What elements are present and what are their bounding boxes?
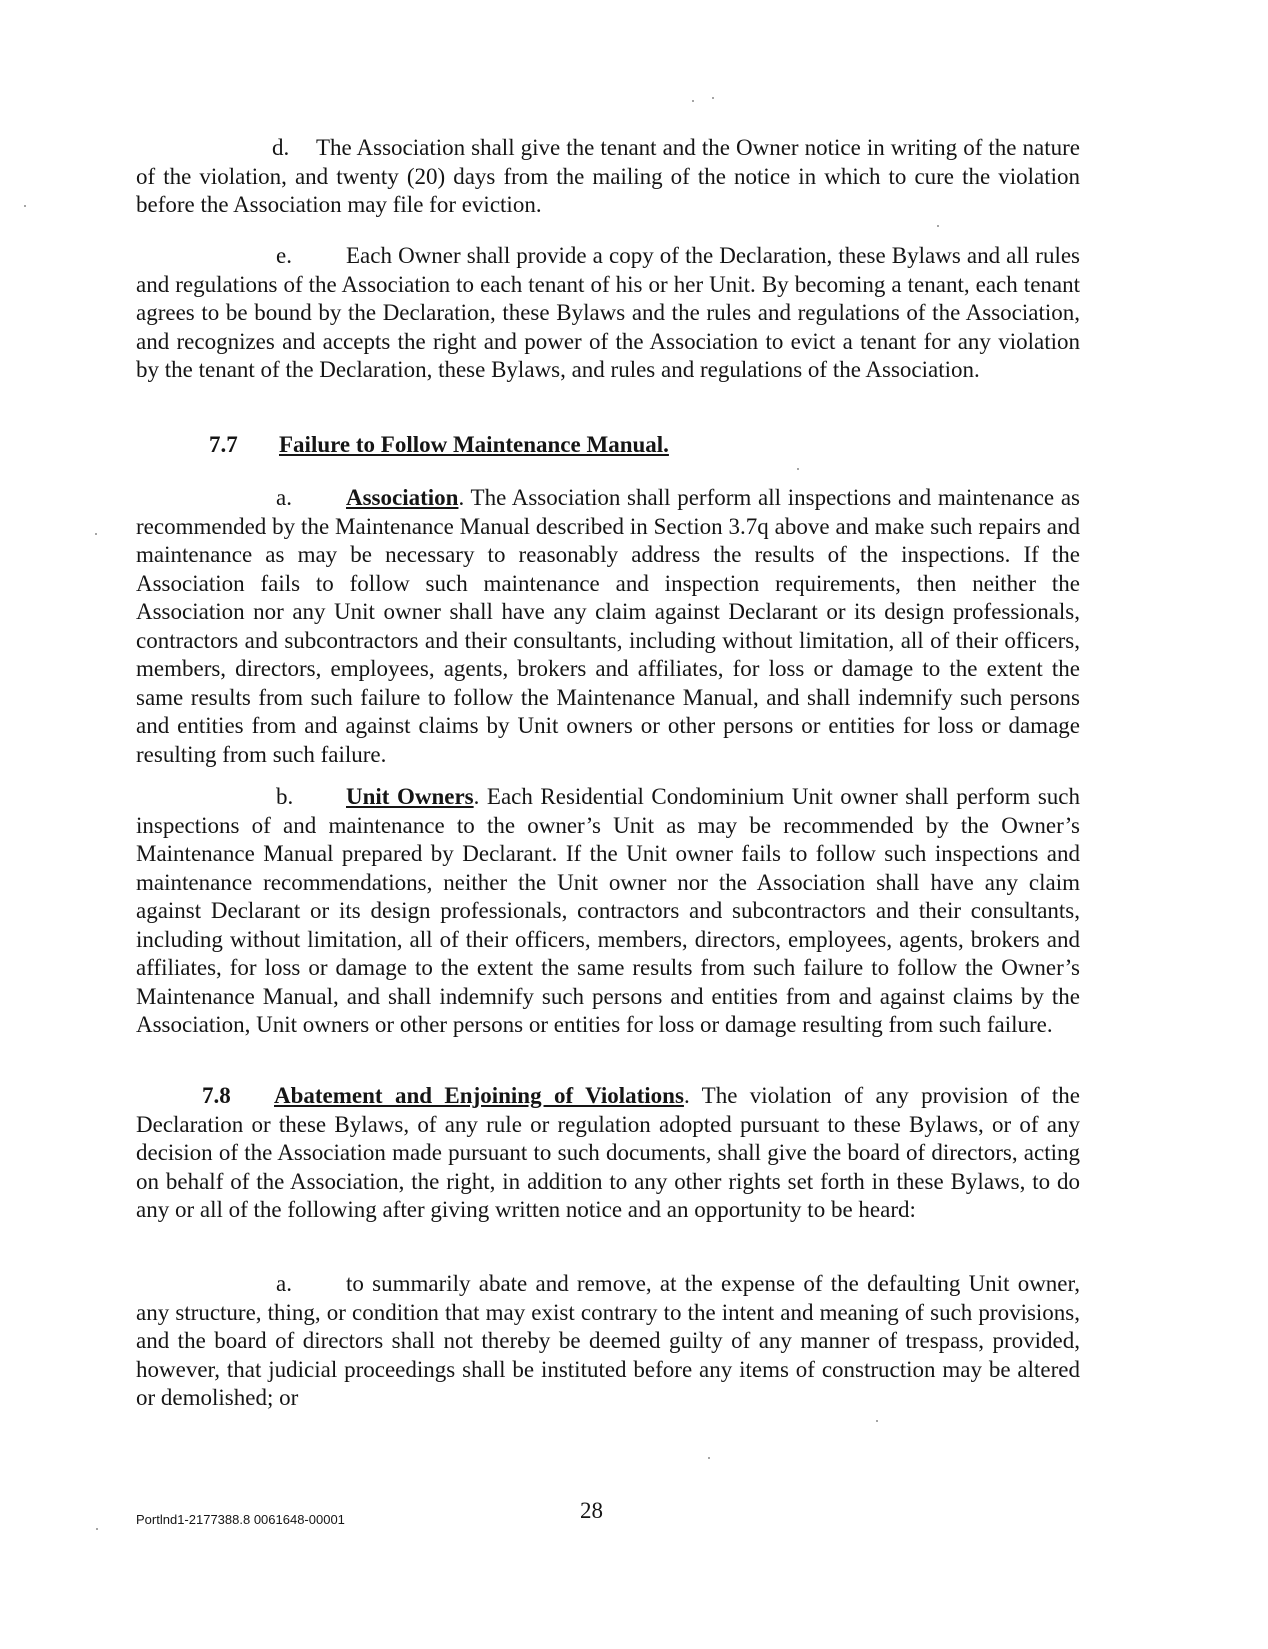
item-label-a: a. (276, 485, 292, 510)
paragraph-text: The Association shall give the tenant and the Owner notice in writing of the nature of the violation, and twenty (20) days from the mailing of the notice in which to cure the violation before the Association may file for eviction. (136, 135, 1080, 217)
paragraph-7-8-a (136, 1270, 1080, 1413)
subsection-heading-association: Association (346, 485, 459, 510)
scan-speck (96, 1528, 98, 1530)
paragraph-text: to summarily abate and remove, at the expense of the defaulting Unit owner, any structure, thing, or condition that may exist contrary to the intent and meaning of such provisions, and the board of directors shall not thereby be deemed guilty of any manner of trespass, provided, however, that judicial proceedings shall be instituted before any items of construction may be altered or demolished; or (136, 1271, 1080, 1410)
section-title: Failure to Follow Maintenance Manual. (279, 432, 669, 457)
scan-speck (708, 1457, 710, 1459)
subsection-heading-unit-owners: Unit Owners (346, 784, 474, 809)
section-heading-7-7 (209, 431, 669, 460)
paragraph-7-7-b (136, 783, 1080, 1040)
section-number: 7.7 (209, 432, 238, 457)
paragraph-text: Each Owner shall provide a copy of the Declaration, these Bylaws and all rules and regulations of the Association to each tenant of his or her Unit. By becoming a tenant, each tenant agrees to be bound by the Declaration, these Bylaws and the rules and regulations of the Association, and recognizes and accepts the right and power of the Association to evict a tenant for any violation by the tenant of the Declaration, these Bylaws, and rules and regulations of the Association. (136, 243, 1080, 382)
section-title: Abatement and Enjoining of Violations (274, 1083, 684, 1108)
paragraph-7-8 (136, 1082, 1080, 1225)
scan-speck (692, 100, 694, 102)
paragraph-7-7-a (136, 484, 1080, 769)
paragraph-7-6-e (136, 242, 1080, 385)
document-id: Portlnd1-2177388.8 0061648-00001 (136, 1512, 345, 1527)
scan-speck (797, 468, 799, 470)
page-number: 28 (580, 1498, 603, 1523)
scan-speck (937, 225, 939, 227)
item-label-b: b. (276, 784, 294, 809)
scan-speck (95, 533, 97, 535)
item-label-d: d. (272, 135, 290, 160)
item-label-e: e. (276, 243, 292, 268)
paragraph-7-6-d (136, 134, 1080, 220)
paragraph-text: . The Association shall perform all inspections and maintenance as recommended by the Maintenance Manual described in Section 3.7q above and make such repairs and maintenance as may be necessary to reasonably address the results of the inspections. If the Association fails to follow such maintenance and inspection requirements, then neither the Association nor any Unit owner shall have any claim against Declarant or its design professionals, contractors and subcontractors and their consultants, including without limitation, all of their officers, members, directors, employees, agents, brokers and affiliates, for loss or damage to the extent the same results from such failure to follow the Maintenance Manual, and shall indemnify such persons and entities from and against claims by Unit owners or other persons or entities for loss or damage resulting from such failure. (136, 485, 1080, 767)
scan-speck (24, 205, 26, 207)
scan-speck (876, 1420, 878, 1422)
paragraph-text: . Each Residential Condominium Unit owner shall perform such inspections of and maintenance to the owner’s Unit as may be recommended by the Owner’s Maintenance Manual prepared by Declarant. If the Unit owner fails to follow such inspections and maintenance recommendations, neither the Unit owner nor the Association shall have any claim against Declarant or its design professionals, contractors and subcontractors and their consultants, including without limitation, all of their officers, members, directors, employees, agents, brokers and affiliates, for loss or damage to the extent the same results from such failure to follow the Owner’s Maintenance Manual, and shall indemnify such persons and entities from and against claims by the Association, Unit owners or other persons or entities for loss or damage resulting from such failure. (136, 784, 1080, 1037)
item-label-a: a. (276, 1271, 292, 1296)
scan-speck (712, 97, 714, 99)
section-number: 7.8 (202, 1083, 231, 1108)
paragraph-text: . The violation of any provision of the Declaration or these Bylaws, of any rule or regulation adopted pursuant to these Bylaws, or of any decision of the Association made pursuant to such documents, shall give the board of directors, acting on behalf of the Association, the right, in addition to any other rights set forth in these Bylaws, to do any or all of the following after giving written notice and an opportunity to be heard: (136, 1083, 1080, 1222)
